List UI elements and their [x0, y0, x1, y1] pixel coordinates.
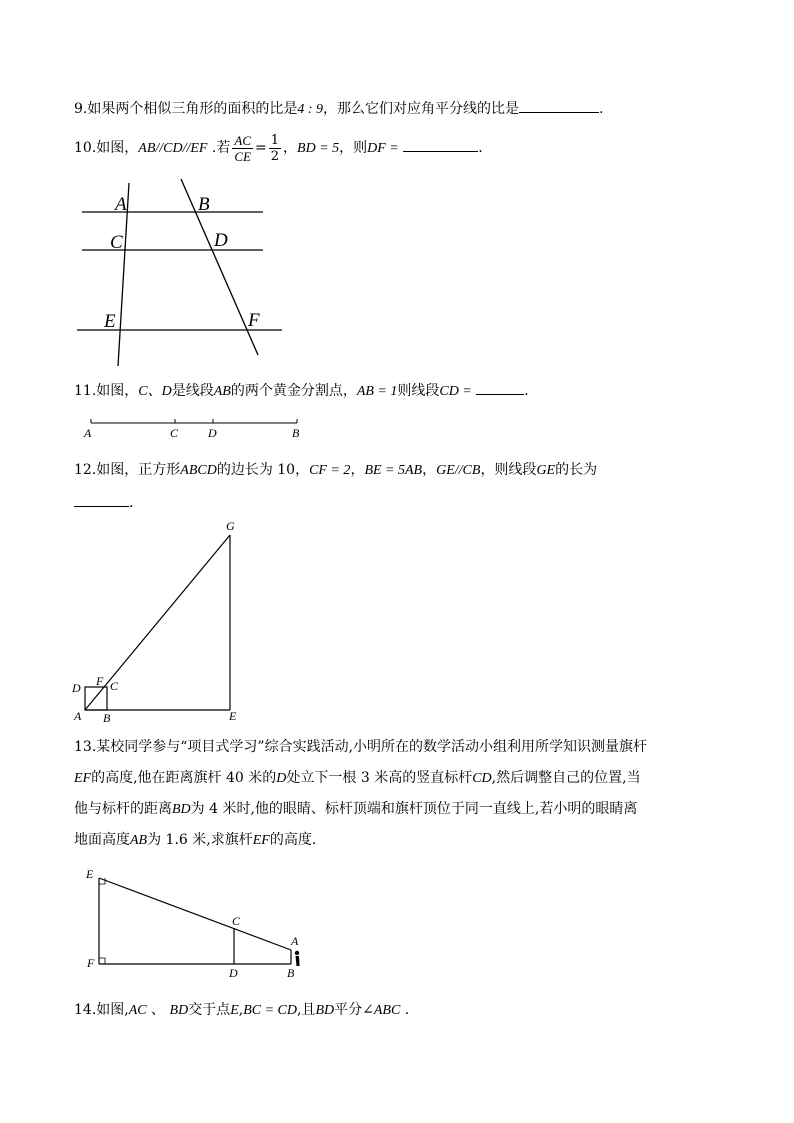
- q13-line3-b: 为 4 米时,他的眼睛、标杆顶端和旗杆顶位于同一直线上,若小明的眼睛离: [190, 801, 638, 817]
- q10-text3: ，: [283, 140, 298, 156]
- q14-text3: 交于点: [188, 1002, 231, 1018]
- q13-line2-a: 的高度,他在距离旗杆 40 米的: [91, 770, 277, 786]
- label-c: C: [170, 426, 179, 440]
- person-icon: [295, 951, 300, 966]
- q13-d: D: [276, 771, 287, 786]
- q13-ef: EF: [74, 771, 92, 786]
- q9-ratio: 4 : 9: [297, 102, 324, 117]
- label-d: D: [208, 426, 217, 440]
- q10-given: BD = 5: [297, 141, 340, 156]
- q10-frac2-den: 2: [270, 148, 280, 164]
- q13-ef2: EF: [252, 833, 270, 848]
- q10-text1: 如图，: [96, 140, 139, 156]
- q13-line1: 13.某校同学参与“项目式学习”综合实践活动,小明所在的数学活动小组利用所学知识测量旗杆: [74, 739, 648, 755]
- q9-end: .: [599, 101, 604, 117]
- q14-number: 14.: [74, 1002, 97, 1018]
- label-e: E: [86, 867, 94, 881]
- q13-line4-b: 为 1.6 米,求旗杆: [147, 832, 253, 848]
- q14-bd: BD: [169, 1003, 189, 1018]
- q13-line2-b: 处立下一根 3 米高的竖直标杆: [286, 770, 473, 786]
- right-angle-f: [99, 958, 105, 964]
- label-d: D: [214, 230, 228, 251]
- label-a: A: [74, 709, 82, 723]
- q14-ac: AC: [128, 1003, 147, 1018]
- q12-sep2: ，: [422, 462, 437, 478]
- q12-text4: 的长为: [555, 462, 598, 478]
- q13-line2-c: ,然后调整自己的位置,当: [491, 770, 641, 786]
- q12-sep1: ，: [350, 462, 365, 478]
- q12-number: 12.: [74, 462, 97, 478]
- label-b: B: [198, 194, 210, 215]
- label-b: B: [103, 711, 111, 725]
- question-14: [74, 1000, 409, 1021]
- q9-number: 9.: [74, 101, 88, 117]
- q11-text3: 的两个黄金分割点，: [230, 383, 357, 399]
- q14-angle: ∠ABC: [362, 1003, 401, 1018]
- q11-text4: 则线段: [397, 383, 440, 399]
- q13-line4-c: 的高度.: [269, 832, 317, 848]
- q11-seg: AB: [213, 384, 231, 399]
- q13-bd: BD: [172, 802, 191, 817]
- label-d: D: [72, 681, 81, 695]
- q14-text2: 、: [146, 1002, 170, 1018]
- q13-cd: CD: [472, 771, 492, 786]
- q10-number: 10.: [74, 140, 97, 156]
- q14-text6: 平分: [334, 1002, 363, 1018]
- label-b: B: [287, 966, 295, 980]
- q9-text: 如果两个相似三角形的面积的比是: [87, 101, 298, 117]
- q12-seg: GE: [536, 463, 556, 478]
- q12-c3: GE//CB: [436, 463, 481, 478]
- label-a: A: [115, 194, 127, 215]
- q14-text5: ,且: [297, 1002, 316, 1018]
- label-f: F: [87, 956, 95, 970]
- q13-line4-a: 地面高度: [74, 832, 130, 848]
- label-f: F: [96, 674, 104, 688]
- q14-text1: 如图,: [96, 1002, 129, 1018]
- label-c: C: [110, 679, 119, 693]
- q12-text2: 的边长为 10，: [216, 462, 310, 478]
- label-a: A: [291, 934, 299, 948]
- q10-eq: =: [255, 140, 267, 156]
- q10-frac1-num: AC: [234, 132, 252, 148]
- q11-number: 11.: [74, 383, 97, 399]
- q12-text1: 如图，正方形: [96, 462, 181, 478]
- q11-given: AB = 1: [356, 384, 398, 399]
- sight-line-ea: [99, 878, 291, 950]
- q10-relation: AB//CD//EF: [138, 141, 208, 156]
- q12-c1: CF = 2: [309, 463, 351, 478]
- q13-ab: AB: [130, 833, 148, 848]
- label-b: B: [292, 426, 300, 440]
- q10-frac2-num: 1: [270, 132, 280, 148]
- q12-c2: BE = 5AB: [364, 463, 423, 478]
- q11-end: .: [524, 383, 529, 399]
- q10-ask: DF =: [367, 141, 399, 156]
- q11-text2: 是线段: [171, 383, 214, 399]
- label-d: D: [229, 966, 238, 980]
- q14-end: .: [400, 1002, 410, 1018]
- q10-text4: ，则: [339, 140, 368, 156]
- label-c: C: [232, 914, 241, 928]
- q12-square: ABCD: [180, 463, 217, 478]
- label-e: E: [104, 311, 116, 332]
- q9-text2: ，那么它们对应角平分线的比是: [323, 101, 520, 117]
- q14-bd2: BD: [315, 1003, 335, 1018]
- label-e: E: [229, 709, 237, 723]
- q11-text1: 如图，: [96, 383, 139, 399]
- q14-text4: ,: [238, 1002, 244, 1018]
- q14-eq: BC = CD: [243, 1003, 297, 1018]
- q10-frac1-den: CE: [234, 148, 252, 164]
- q14-e: E: [230, 1003, 239, 1018]
- label-a: A: [84, 426, 92, 440]
- q11-points: C、D: [138, 384, 172, 399]
- q10-end: .: [478, 140, 483, 156]
- q12-end: .: [129, 495, 134, 511]
- q12-text3: ，则线段: [480, 462, 537, 478]
- q11-ask: CD =: [439, 384, 472, 399]
- label-c: C: [110, 232, 123, 253]
- q13-line3-a: 他与标杆的距离: [74, 801, 172, 817]
- label-f: F: [248, 310, 260, 331]
- label-g: G: [226, 519, 235, 533]
- q10-text2: .若: [207, 140, 231, 156]
